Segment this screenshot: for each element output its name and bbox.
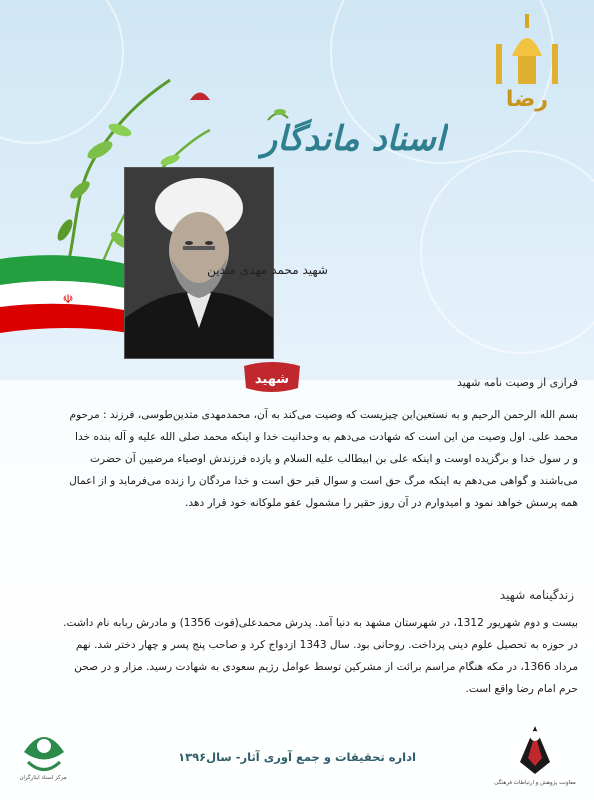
will-line: می‌باشند و گواهی می‌دهم به اینکه مرگ حق است و سوال قبر حق است و خدا مردگان را زنده می‌فرماید و از اعمال [69,475,578,487]
biography-line: بیست و دوم شهریور 1312، در شهرستان مشهد به دنیا آمد. پدرش محمدعلی(فوت 1356) و مادرش ربابه نام داشت. [63,617,578,629]
biography-line: مرداد 1366، در مکه هنگام مراسم برائت از مشرکین توسط عوامل رژیم سعودی به شهادت رسید. مزار و در صحن [74,661,578,673]
will-line: محمد علی. اول وصیت من این است که شهادت می‌دهم به وحدانیت خدا و اینکه محمد صلی الله علیه و آله بنده خدا [75,431,578,443]
svg-text:☫: ☫ [62,292,74,306]
biography-heading: زندگینامه شهید [499,588,574,602]
left-logo-caption: مرکز اسناد ایثارگران [19,775,67,781]
footer-text: اداره تحقیقات و جمع آوری آثار- سال۱۳۹۶ [178,750,416,764]
shahid-badge [240,360,304,394]
left-org-logo [14,722,74,794]
will-text [16,404,578,514]
will-heading: فرازی از وصیت نامه شهید [456,376,578,389]
will-line: بسم الله الرحمن الرحیم و به نستعین‌این چیزیست که وصیت می‌کند به آن، محمدمهدی متدین‌طوسی، فرزند : مرحوم [69,409,578,421]
page-title [258,98,448,178]
shahid-badge-text: شهید [254,372,290,387]
biography-line: حرم امام رضا واقع است. [465,683,578,695]
page-title-text: اسناد ماندگار [260,119,446,159]
decorative-swirl [420,150,594,354]
shrine-logo [488,14,566,114]
martyr-name: شهید محمد مهدی متدین [207,263,328,277]
will-line: همه پرسش خواهد نمود و امیدوارم در آن روز حقیر را مشمول عفو ملوکانه خود قرار دهد. [184,497,578,509]
biography-text [16,612,578,700]
biography-line: در حوزه به تحصیل علوم دینی پرداخت. روحانی بود. سال 1343 ازدواج کرد و صاحب پنج پسر و چهار دختر شد. نهم [75,639,578,651]
right-logo-caption: معاونت پژوهش و ارتباطات فرهنگی [494,780,576,786]
will-line: و ر سول خدا و برگزیده اوست و اینکه علی بن ابیطالب علیه السلام و یازده فرزندش اوصیاء مرضیین آن حضرت [90,453,578,465]
iran-flag-icon [0,255,130,333]
shrine-logo-text: رضا [505,87,549,112]
